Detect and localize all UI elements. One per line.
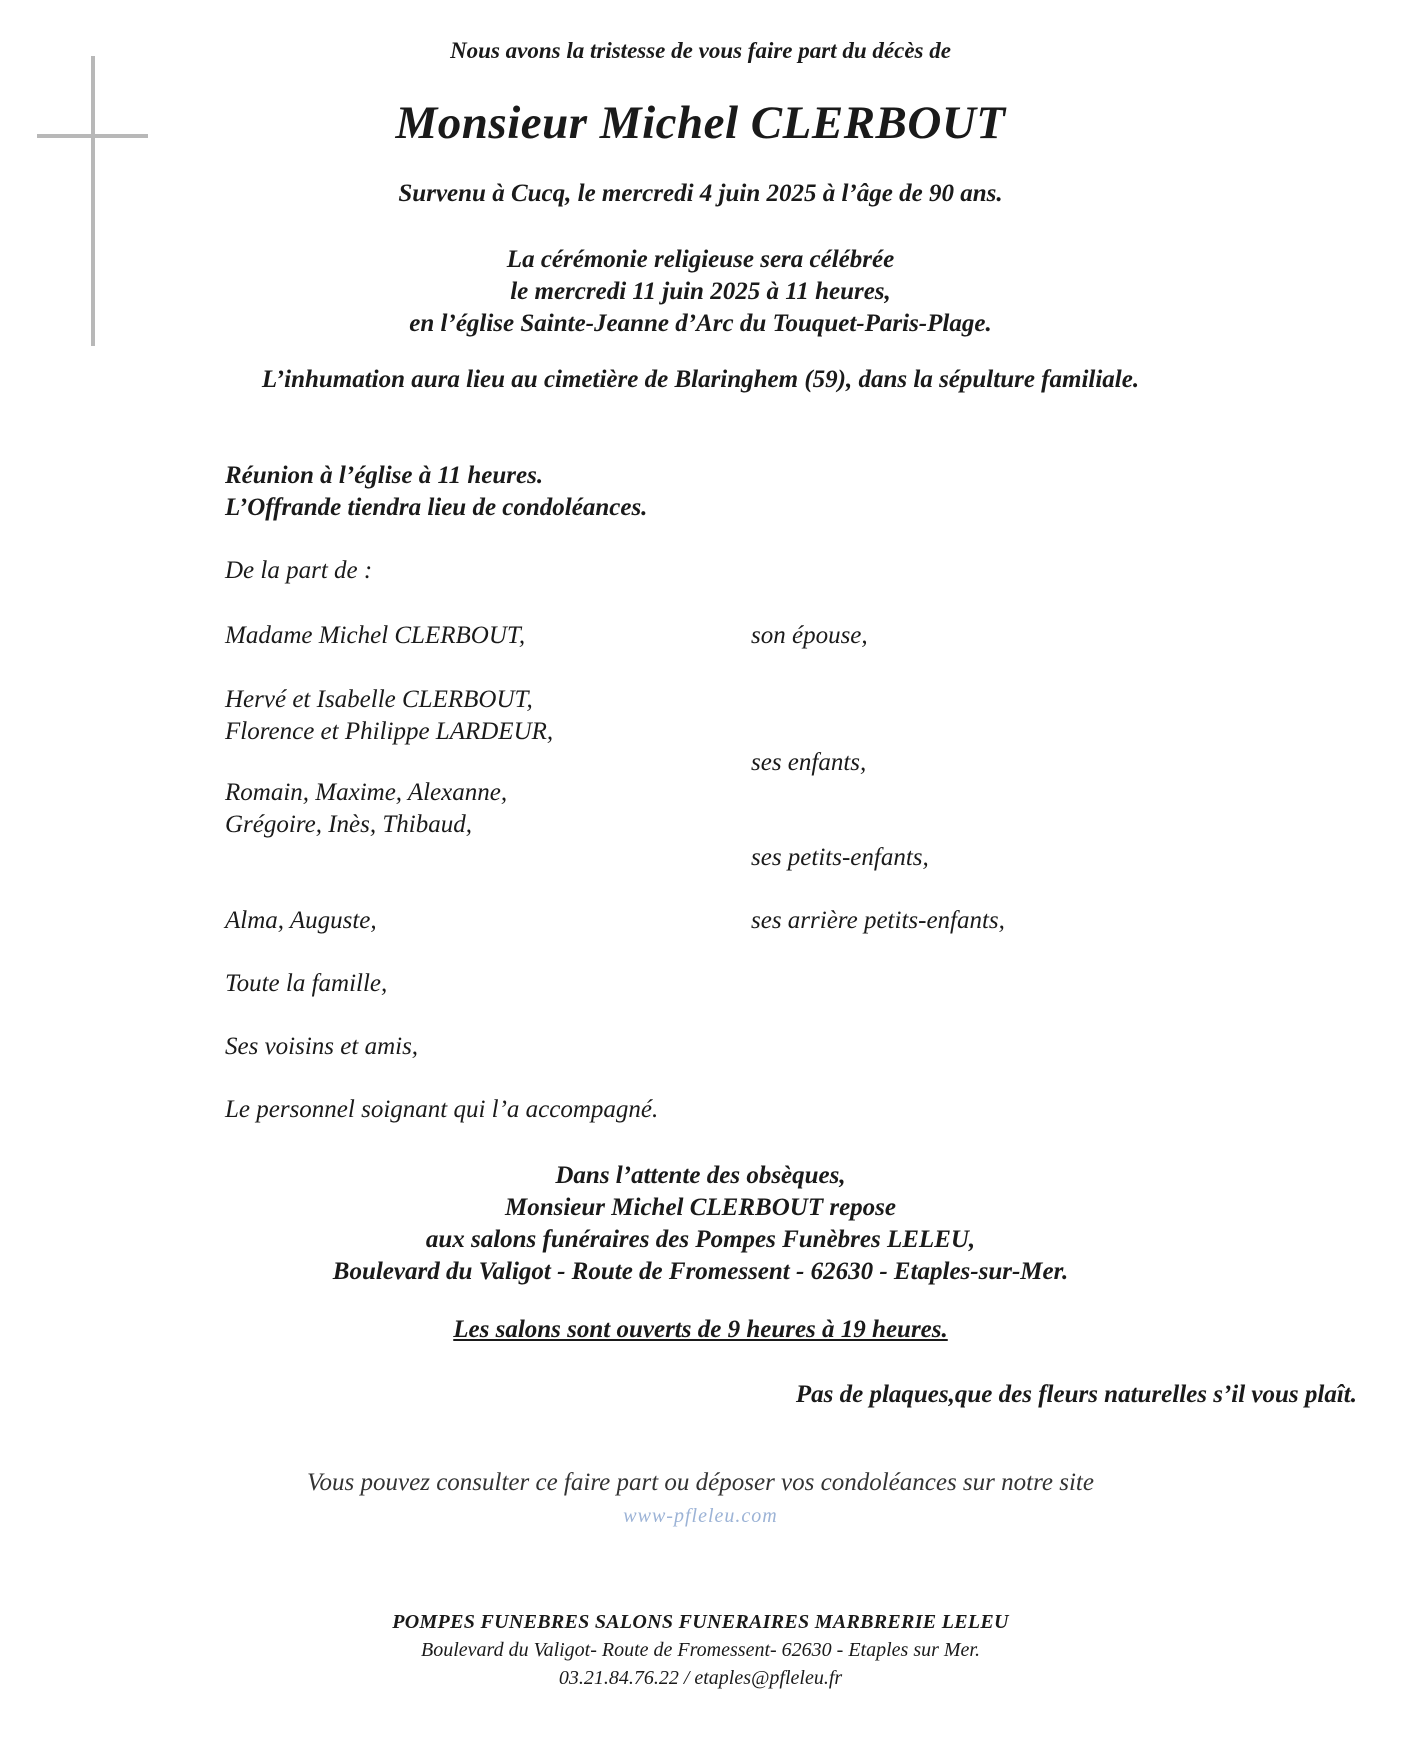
neighbors-friends: Ses voisins et amis,	[225, 1033, 419, 1060]
grandchildren-role: ses petits-enfants,	[751, 844, 929, 871]
rest-location-line: Boulevard du Valigot - Route de Fromessent - 62630 - Etaples-sur-Mer.	[332, 1258, 1069, 1285]
great-grandchildren-names: Alma, Auguste,	[225, 907, 377, 934]
ceremony-block	[0, 244, 1401, 340]
consult-notice: Vous pouvez consulter ce faire part ou déposer vos condoléances sur notre site	[307, 1469, 1094, 1496]
care-staff: Le personnel soignant qui l’a accompagné.	[225, 1096, 659, 1123]
funeral-home-footer	[0, 1608, 1401, 1692]
funeral-home-name: POMPES FUNEBRES SALONS FUNERAIRES MARBRERIE LELEU	[392, 1611, 1009, 1633]
burial-info: L’inhumation aura lieu au cimetière de Blaringhem (59), dans la sépulture familiale.	[261, 366, 1140, 393]
grandchildren-line: Grégoire, Inès, Thibaud,	[225, 811, 472, 838]
children-role: ses enfants,	[751, 749, 867, 776]
spouse-role: son épouse,	[751, 622, 868, 649]
grandchildren-line: Romain, Maxime, Alexanne,	[225, 779, 508, 806]
children-line: Hervé et Isabelle CLERBOUT,	[225, 686, 533, 713]
website-link[interactable]: www-pfleleu.com	[623, 1505, 778, 1527]
whole-family: Toute la famille,	[225, 970, 388, 997]
funeral-home-contact: 03.21.84.76.22 / etaples@pfleleu.fr	[558, 1667, 843, 1689]
offering-line: L’Offrande tiendra lieu de condoléances.	[225, 494, 648, 521]
meeting-line: Réunion à l’église à 11 heures.	[225, 462, 544, 489]
announcement-intro: Nous avons la tristesse de vous faire part du décès de	[450, 38, 951, 63]
ceremony-line: le mercredi 11 juin 2025 à 11 heures,	[510, 278, 891, 305]
opening-hours: Les salons sont ouverts de 9 heures à 19 heures.	[453, 1316, 948, 1343]
children-names	[225, 684, 553, 748]
rest-location-block	[0, 1160, 1401, 1288]
spouse-name: Madame Michel CLERBOUT,	[225, 622, 526, 649]
rest-location-line: Dans l’attente des obsèques,	[555, 1162, 846, 1189]
deceased-name: Monsieur Michel CLERBOUT	[395, 97, 1006, 149]
flowers-notice: Pas de plaques,que des fleurs naturelles s’il vous plaît.	[795, 1381, 1357, 1408]
grandchildren-names	[225, 777, 507, 841]
great-grandchildren-role: ses arrière petits-enfants,	[751, 907, 1005, 934]
funeral-home-address: Boulevard du Valigot- Route de Fromessent- 62630 - Etaples sur Mer.	[421, 1639, 980, 1661]
meeting-block	[225, 460, 647, 524]
rest-location-line: Monsieur Michel CLERBOUT repose	[504, 1194, 896, 1221]
ceremony-line: La cérémonie religieuse sera célébrée	[506, 246, 895, 273]
death-details: Survenu à Cucq, le mercredi 4 juin 2025 à l’âge de 90 ans.	[398, 180, 1003, 207]
from-label: De la part de :	[225, 557, 373, 584]
rest-location-line: aux salons funéraires des Pompes Funèbres LELEU,	[425, 1226, 976, 1253]
children-line: Florence et Philippe LARDEUR,	[225, 718, 554, 745]
ceremony-line: en l’église Sainte-Jeanne d’Arc du Touquet-Paris-Plage.	[409, 310, 992, 337]
